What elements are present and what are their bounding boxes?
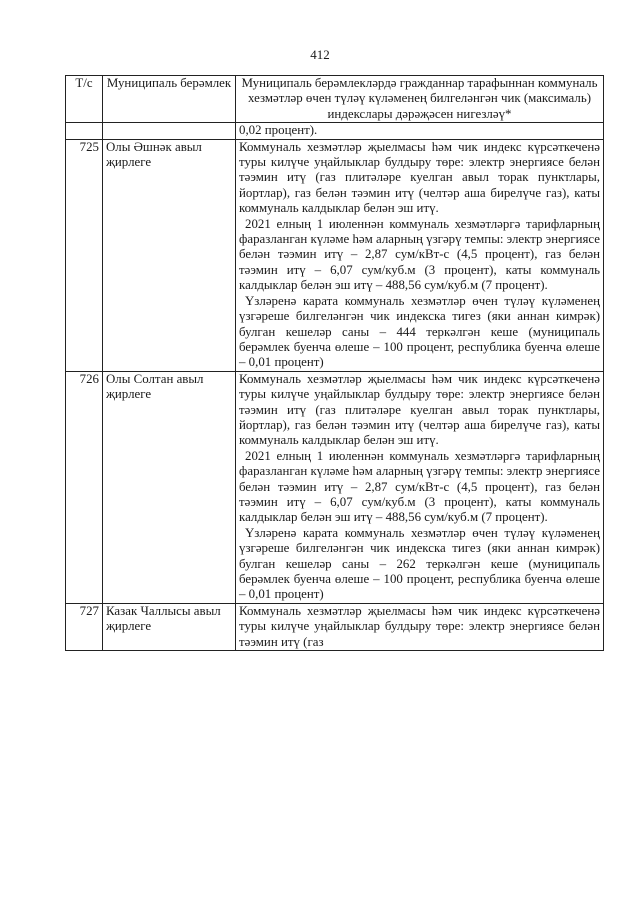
municipality-name: Олы Әшнәк авыл җирлеге — [103, 139, 236, 371]
row-description — [236, 139, 604, 371]
paragraph: Коммуналь хезмәтләр җыелмасы һәм чик индекс күрсәткеченә туры килүче уңайлыклар булдыру төре: электр энергиясе белән тәэмин итү (газ — [239, 603, 600, 649]
paragraph: Коммуналь хезмәтләр җыелмасы һәм чик индекс күрсәткеченә туры килүче уңайлыклар булдыру төре: электр энергиясе белән тәэмин итү (газ плитәләре куелган авыл торак пунктлары, йортлар), газ белән тәэмин итү (челтәр аша бирелүче газ), каты коммуналь калдыклар белән эш итү. — [239, 371, 600, 448]
row-number: 725 — [66, 139, 103, 371]
table-header-row — [66, 76, 604, 123]
continuation-row — [66, 123, 604, 139]
paragraph: Үзләренә карата коммуналь хезмәтләр өчен түләү күләменең үзгәреше билгеләнгән чик индекска тигез (яки аннан кимрәк) булган кешеләр саны – 262 теркәлгән кеше (муниципаль берәмлек буенча өлеше – 100 процент, республика буенча өлеше – 0,01 процент) — [239, 525, 600, 602]
continuation-text: 0,02 процент). — [236, 123, 604, 139]
municipal-index-table — [65, 75, 604, 651]
table-row — [66, 603, 604, 650]
municipality-name: Олы Солтан авыл җирлеге — [103, 371, 236, 603]
table-row — [66, 139, 604, 371]
header-description: Муниципаль берәмлекләрдә гражданнар тарафыннан коммуналь хезмәтләр өчен түләү күләменең билгеләнгән чик (максималь) индекслары дәрәҗәсен нигезләү* — [236, 76, 604, 123]
header-municipality: Муниципаль берәмлек — [103, 76, 236, 123]
paragraph: Үзләренә карата коммуналь хезмәтләр өчен түләү күләменең үзгәреше билгеләнгән чик индекска тигез (яки аннан кимрәк) булган кешеләр саны – 444 теркәлгән кеше (муниципаль берәмлек буенча өлеше – 100 процент, республика буенча өлеше – 0,01 процент) — [239, 293, 600, 370]
row-description — [236, 603, 604, 650]
page-number: 412 — [310, 47, 330, 62]
paragraph: Коммуналь хезмәтләр җыелмасы һәм чик индекс күрсәткеченә туры килүче уңайлыклар булдыру төре: электр энергиясе белән тәэмин итү (газ плитәләре куелган авыл торак пунктлары, йортлар), газ белән тәэмин итү (челтәр аша бирелүче газ), каты коммуналь калдыклар белән эш итү. — [239, 139, 600, 216]
paragraph: 2021 елның 1 июленнән коммуналь хезмәтләргә тарифларның фаразланган күләме һәм аларның үзгәрү темпы: электр энергиясе белән тәэмин итү – 2,87 сум/кВт-с (4,5 процент), газ белән тәэмин итү – 6,07 сум/куб.м (3 процент), каты коммуналь калдыклар белән эш итү – 488,56 сум/куб.м (7 процент). — [239, 448, 600, 525]
row-number: 726 — [66, 371, 103, 603]
municipality-name: Казак Чаллысы авыл җирлеге — [103, 603, 236, 650]
row-number: 727 — [66, 603, 103, 650]
paragraph: 2021 елның 1 июленнән коммуналь хезмәтләргә тарифларның фаразланган күләме һәм аларның үзгәрү темпы: электр энергиясе белән тәэмин итү – 2,87 сум/кВт-с (4,5 процент), газ белән тәэмин итү – 6,07 сум/куб.м (3 процент), каты коммуналь калдыклар белән эш итү – 488,56 сум/куб.м (7 процент). — [239, 216, 600, 293]
row-description — [236, 371, 604, 603]
table-row — [66, 371, 604, 603]
header-num: Т/с — [66, 76, 103, 123]
